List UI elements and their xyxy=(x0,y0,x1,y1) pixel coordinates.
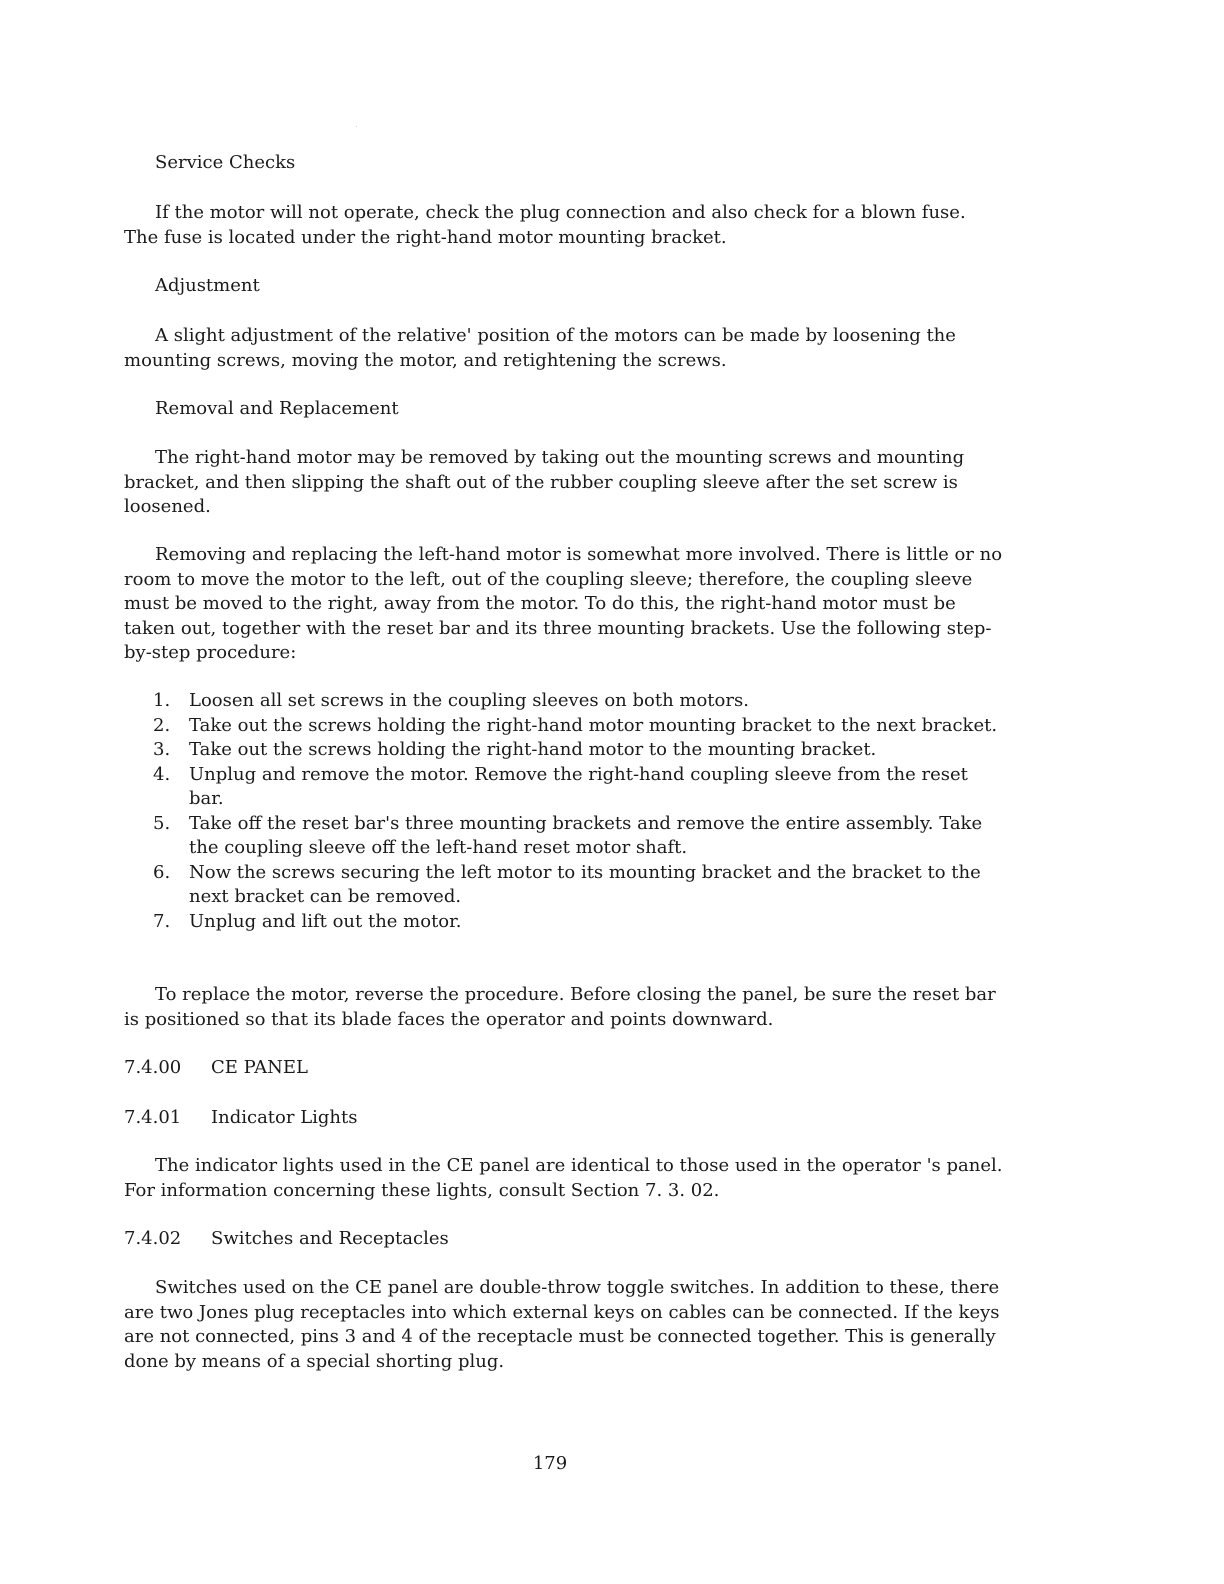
paragraph-service-checks: If the motor will not operate, check the plug connection and also check for a blown fuse. The fuse is located under the right-hand motor mounting bracket. xyxy=(124,202,966,248)
step-text: Take off the reset bar's three mounting brackets and remove the entire assembly. Take the coupling sleeve off the left-hand reset motor shaft. xyxy=(189,812,983,858)
section-heading-indicator-lights xyxy=(124,1106,358,1131)
section-number: 7.4.01 xyxy=(124,1107,182,1128)
paragraph-replace-motor: To replace the motor, reverse the procedure. Before closing the panel, be sure the reset bar is positioned so that its blade faces the operator and points downward. xyxy=(124,984,996,1030)
step-number: 3. xyxy=(153,739,171,760)
paragraph-left-hand-removal: Removing and replacing the left-hand motor is somewhat more involved. There is little or no room to move the motor to the left, out of the coupling sleeve; therefore, the coupling sleeve must be moved to the right, away from the motor. To do this, the right-hand motor must be taken out, together with the reset bar and its three mounting brackets. Use the following step-by-step procedure: xyxy=(124,544,1003,663)
step-number: 4. xyxy=(153,763,171,785)
list-item xyxy=(153,861,1003,910)
section-number: 7.4.02 xyxy=(124,1228,182,1249)
step-number: 7. xyxy=(153,910,171,932)
step-text: Loosen all set screws in the coupling sleeves on both motors. xyxy=(189,690,749,711)
heading-removal-replacement: Removal and Replacement xyxy=(155,398,399,419)
heading-adjustment: Adjustment xyxy=(155,275,260,296)
step-number: 5. xyxy=(153,812,171,834)
section-title: CE PANEL xyxy=(211,1057,308,1078)
step-number: 2. xyxy=(153,714,171,736)
section-title: Indicator Lights xyxy=(211,1107,358,1128)
step-text: Take out the screws holding the right-hand motor to the mounting bracket. xyxy=(189,739,877,760)
step-text: Now the screws securing the left motor to its mounting bracket and the bracket to the next bracket can be removed. xyxy=(189,861,981,907)
list-item xyxy=(153,714,1003,739)
paragraph-switches: Switches used on the CE panel are double-throw toggle switches. In addition to these, there are two Jones plug receptacles into which external keys on cables can be connected. If the keys are not connected, pins 3 and 4 of the receptacle must be connected together. This is generally done by means of a special shorting plug. xyxy=(124,1277,1000,1372)
procedure-steps xyxy=(153,689,1003,934)
section-heading-switches xyxy=(124,1227,449,1252)
list-item xyxy=(153,763,1003,812)
paragraph-indicator-lights: The indicator lights used in the CE panel are identical to those used in the operator 's panel. For information concerning these lights, consult Section 7. 3. 02. xyxy=(124,1155,1003,1201)
section-number: 7.4.00 xyxy=(124,1057,182,1078)
scan-speck xyxy=(356,126,357,127)
paragraph-adjustment: A slight adjustment of the relative' position of the motors can be made by loosening the mounting screws, moving the motor, and retightening the screws. xyxy=(124,325,956,371)
page-number: 179 xyxy=(532,1453,568,1474)
list-item xyxy=(153,738,1003,763)
section-title: Switches and Receptacles xyxy=(211,1228,449,1249)
step-text: Unplug and lift out the motor. xyxy=(189,910,462,932)
section-heading-ce-panel xyxy=(124,1056,308,1081)
step-number: 1. xyxy=(153,690,171,711)
list-item xyxy=(153,689,1003,714)
heading-service-checks: Service Checks xyxy=(155,152,296,173)
list-item xyxy=(153,812,1003,861)
step-number: 6. xyxy=(153,861,171,883)
list-item xyxy=(153,910,1003,935)
step-text: Take out the screws holding the right-hand motor mounting bracket to the next bracket. xyxy=(189,714,998,736)
paragraph-right-hand-removal: The right-hand motor may be removed by taking out the mounting screws and mounting bracket, and then slipping the shaft out of the rubber coupling sleeve after the set screw is loosened. xyxy=(124,447,965,517)
step-text: Unplug and remove the motor. Remove the right-hand coupling sleeve from the reset bar. xyxy=(189,763,968,809)
